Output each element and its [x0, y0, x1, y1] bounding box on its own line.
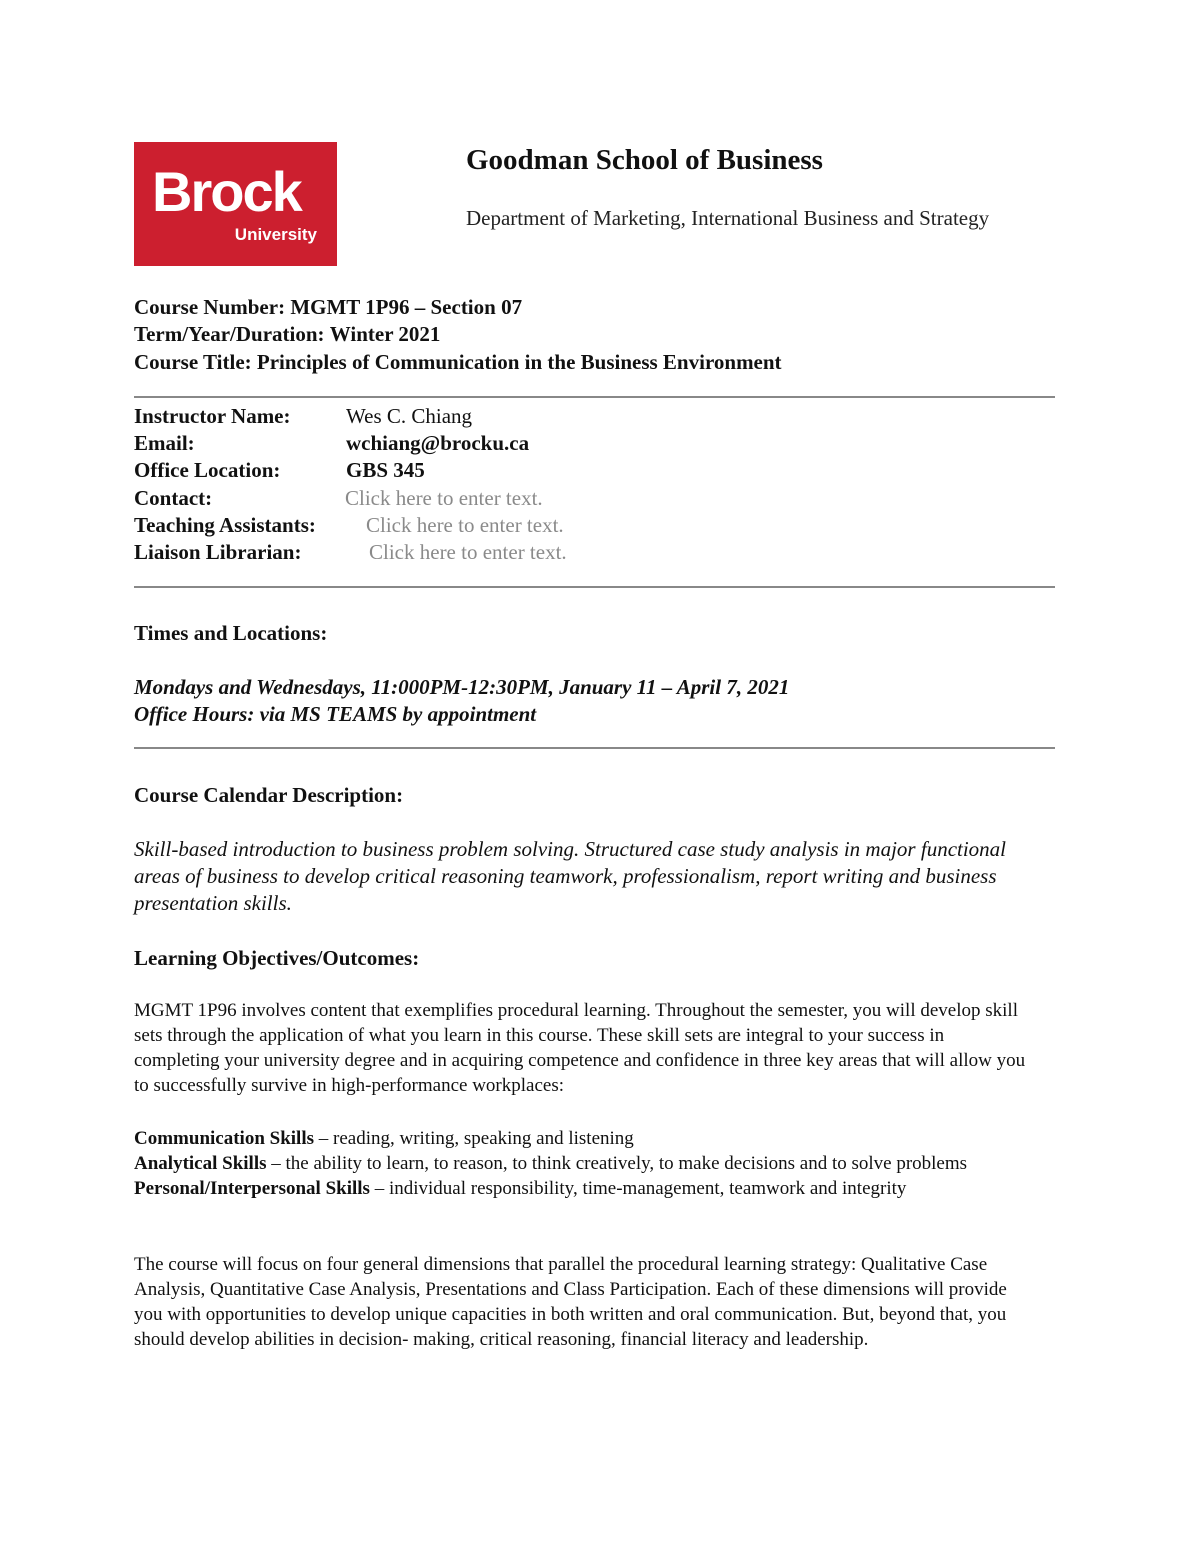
teaching-assistants-label: Teaching Assistants: [134, 513, 316, 537]
teaching-assistants-field[interactable]: Click here to enter text. [366, 513, 564, 537]
course-title-value: Principles of Communication in the Business Environment [256, 350, 782, 374]
brock-university-logo [134, 142, 337, 266]
instructor-name-value: Wes C. Chiang [346, 404, 473, 428]
office-location-value: GBS 345 [346, 458, 425, 482]
calendar-heading: Course Calendar Description: [134, 783, 404, 807]
course-number-label: Course Number: [134, 295, 286, 319]
course-number-line [134, 295, 522, 320]
course-number-value: MGMT 1P96 – Section 07 [290, 295, 523, 319]
logo-subtext: University [234, 225, 317, 244]
divider [134, 747, 1055, 749]
skill-desc: – reading, writing, speaking and listening [314, 1128, 634, 1149]
skill-item [134, 1176, 1034, 1201]
divider [134, 586, 1055, 588]
course-title-line [134, 350, 782, 375]
contact-label: Contact: [134, 486, 213, 510]
times-heading: Times and Locations: [134, 621, 328, 645]
skill-item [134, 1126, 1034, 1151]
skill-desc: – individual responsibility, time-management, teamwork and integrity [369, 1178, 907, 1199]
office-hours-text: Office Hours: via MS TEAMS by appointment [134, 702, 537, 726]
objectives-heading: Learning Objectives/Outcomes: [134, 946, 420, 970]
liaison-librarian-label: Liaison Librarian: [134, 540, 302, 564]
skill-desc: – the ability to learn, to reason, to think creatively, to make decisions and to solve problems [266, 1153, 968, 1174]
objectives-intro: MGMT 1P96 involves content that exemplifies procedural learning. Throughout the semester, you will develop skill sets through the application of what you learn in this course. These skill sets are integral to your success in completing your university degree and in acquiring competence and confidence in three key areas that will allow you to successfully survive in high-performance workplaces: [134, 1000, 1026, 1096]
term-line [134, 322, 440, 347]
contact-field[interactable]: Click here to enter text. [345, 486, 543, 510]
term-value: Winter 2021 [329, 322, 441, 346]
skill-name: Analytical Skills [134, 1153, 267, 1174]
skill-item [134, 1151, 1034, 1176]
skill-name: Personal/Interpersonal Skills [134, 1178, 370, 1199]
instructor-name-label: Instructor Name: [134, 404, 291, 428]
school-name: Goodman School of Business [466, 144, 823, 176]
email-label: Email: [134, 431, 195, 455]
skills-list [134, 1126, 1034, 1201]
calendar-description: Skill-based introduction to business problem solving. Structured case study analysis in major functional areas of business to develop critical reasoning teamwork, professionalism, report writing and business presentation skills. [134, 837, 1007, 915]
liaison-librarian-field[interactable]: Click here to enter text. [369, 540, 567, 564]
divider [134, 396, 1055, 398]
logo-wordmark: Brock [152, 160, 301, 223]
email-value: wchiang@brocku.ca [346, 431, 530, 455]
office-location-label: Office Location: [134, 458, 281, 482]
term-label: Term/Year/Duration: [134, 322, 325, 346]
objectives-closing: The course will focus on four general dimensions that parallel the procedural learning strategy: Qualitative Case Analysis, Quantitative Case Analysis, Presentations and Class Participation. Each of these dimensions will provide you with opportunities to develop unique capacities in both written and oral communication. But, beyond that, you should develop abilities in decision- making, critical reasoning, financial literacy and leadership. [134, 1254, 1007, 1350]
course-title-label: Course Title: [134, 350, 252, 374]
department-name: Department of Marketing, International Business and Strategy [466, 206, 990, 230]
skill-name: Communication Skills [134, 1128, 315, 1149]
schedule-text: Mondays and Wednesdays, 11:000PM-12:30PM, January 11 – April 7, 2021 [134, 675, 790, 699]
